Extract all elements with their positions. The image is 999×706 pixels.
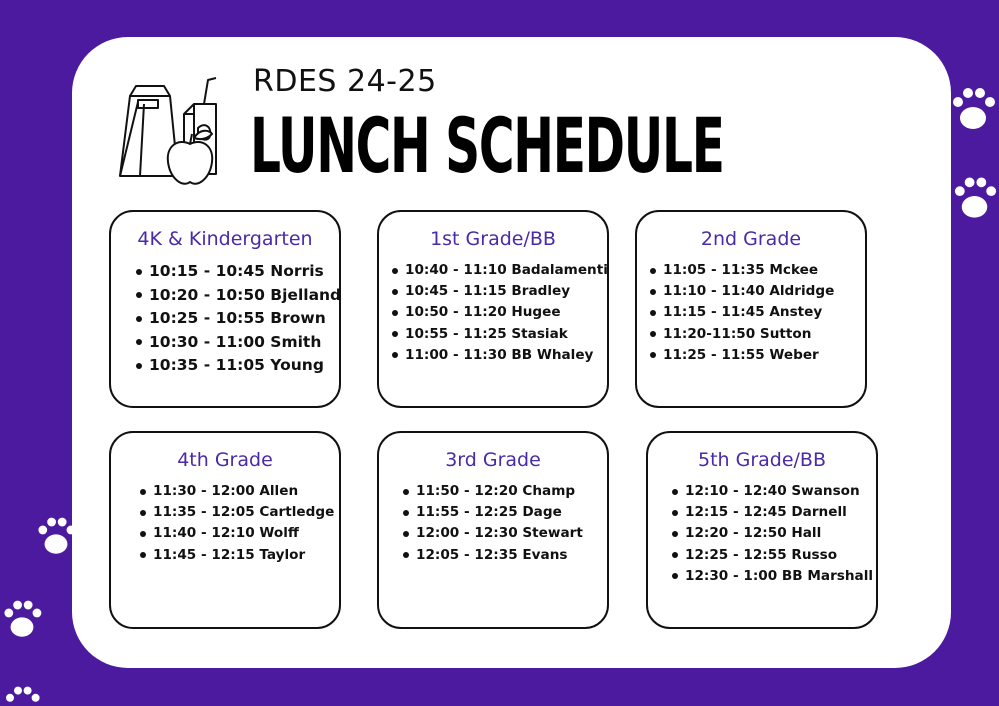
grade-heading: 3rd Grade [445, 449, 541, 471]
grade-heading: 2nd Grade [700, 228, 802, 250]
page-title: LUNCH SCHEDULE [250, 101, 724, 190]
grade-box-2nd-grade [635, 210, 867, 408]
lunch-time-list [379, 471, 607, 566]
list-item: 12:00 - 12:30 Stewart [416, 523, 607, 544]
lunch-time-list [648, 471, 876, 587]
list-item: 11:05 - 11:35 Mckee [663, 260, 865, 281]
grade-box-1st-grade-bb [377, 210, 609, 408]
list-item: 11:10 - 11:40 Aldridge [663, 281, 865, 302]
school-year-subtitle: RDES 24-25 [253, 64, 437, 99]
list-item: 12:10 - 12:40 Swanson [685, 481, 876, 502]
list-item: 10:45 - 11:15 Bradley [405, 281, 607, 302]
list-item: 12:20 - 12:50 Hall [685, 523, 876, 544]
grade-heading: 1st Grade/BB [430, 228, 556, 250]
list-item: 11:15 - 11:45 Anstey [663, 302, 865, 323]
list-item: 11:50 - 12:20 Champ [416, 481, 607, 502]
list-item: 12:30 - 1:00 BB Marshall [685, 566, 876, 587]
list-item: 10:30 - 11:00 Smith [149, 331, 339, 355]
paw-print-icon [2, 680, 42, 706]
lunch-illustration [112, 76, 232, 194]
list-item: 12:05 - 12:35 Evans [416, 545, 607, 566]
grade-heading: 5th Grade/BB [697, 449, 827, 471]
grade-box-3rd-grade [377, 431, 609, 629]
lunch-time-list [379, 250, 607, 366]
list-item: 11:40 - 12:10 Wolff [153, 523, 339, 544]
list-item: 11:45 - 12:15 Taylor [153, 545, 339, 566]
list-item: 10:50 - 11:20 Hugee [405, 302, 607, 323]
list-item: 10:35 - 11:05 Young [149, 354, 339, 378]
list-item: 10:20 - 10:50 Bjelland [149, 284, 339, 308]
paw-print-icon [950, 168, 999, 230]
grade-heading: 4th Grade [177, 449, 273, 471]
list-item: 10:55 - 11:25 Stasiak [405, 324, 607, 345]
list-item: 11:35 - 12:05 Cartledge [153, 502, 339, 523]
list-item: 10:25 - 10:55 Brown [149, 307, 339, 331]
list-item: 11:20-11:50 Sutton [663, 324, 865, 345]
paw-print-icon [0, 592, 44, 648]
grade-box-4th-grade [109, 431, 341, 629]
list-item: 11:30 - 12:00 Allen [153, 481, 339, 502]
lunch-time-list [111, 250, 342, 378]
grade-box-5th-grade-bb [646, 431, 878, 629]
list-item: 12:15 - 12:45 Darnell [685, 502, 876, 523]
list-item: 11:00 - 11:30 BB Whaley [405, 345, 607, 366]
list-item: 11:25 - 11:55 Weber [663, 345, 865, 366]
grade-box-4k-kindergarten [109, 210, 341, 408]
grade-heading: 4K & Kindergarten [137, 228, 313, 250]
list-item: 12:25 - 12:55 Russo [685, 545, 876, 566]
lunch-time-list [637, 250, 865, 366]
list-item: 10:40 - 11:10 Badalamenti [405, 260, 607, 281]
list-item: 10:15 - 10:45 Norris [149, 260, 339, 284]
list-item: 11:55 - 12:25 Dage [416, 502, 607, 523]
lunch-time-list [111, 471, 339, 566]
paw-print-icon [948, 80, 998, 140]
